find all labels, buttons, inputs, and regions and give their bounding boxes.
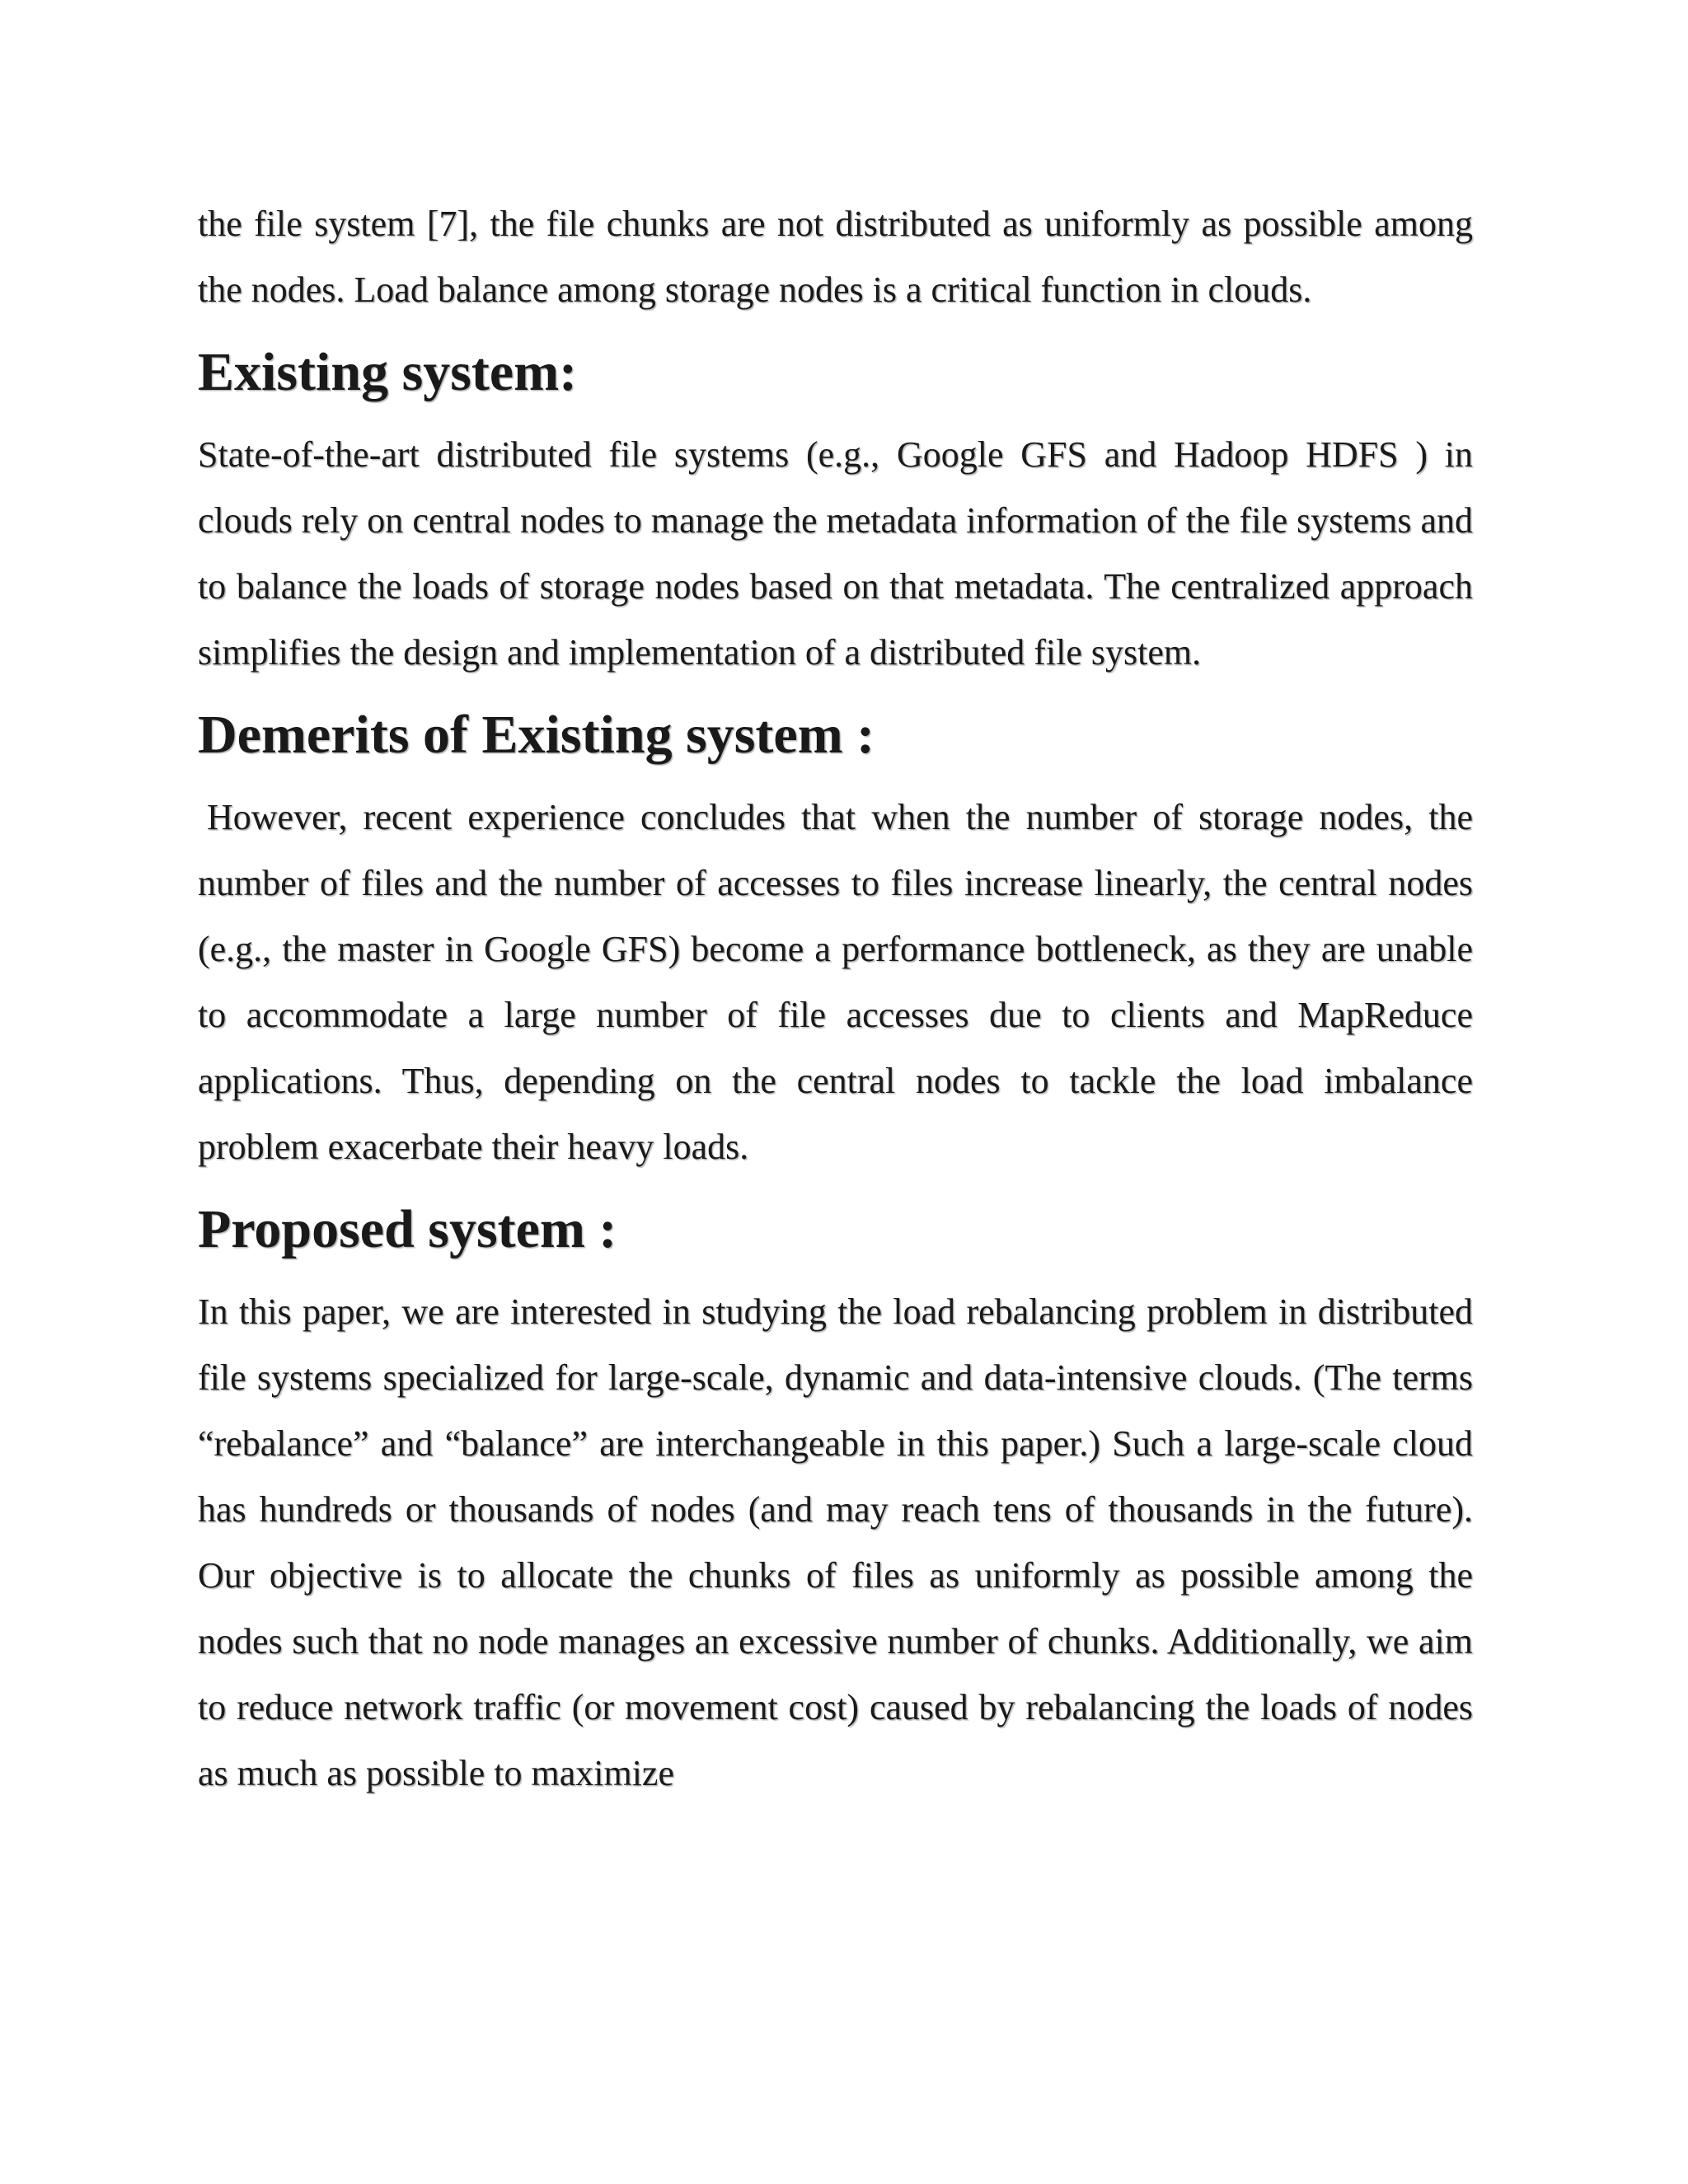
proposed-system-heading: Proposed system : xyxy=(198,1199,617,1259)
proposed-system-paragraph: In this paper, we are interested in studying the load rebalancing problem in distributed file systems specialized for large-scale, dynamic and data-intensive clouds. (The terms “rebalance” and “balance” are interchangeable in this paper.) Such a large-scale cloud has hundreds or thousands of nodes (and may reach tens of thousands in the future). Our objective is to allocate the chunks of files as uniformly as possible among the nodes such that no node manages an excessive number of chunks. Additionally, we aim to reduce network traffic (or movement cost) caused by rebalancing the loads of nodes as much as possible to maximize xyxy=(198,1291,1473,1793)
existing-system-paragraph: State-of-the-art distributed file systems (e.g., Google GFS and Hadoop HDFS ) in clouds rely on central nodes to manage the metadata information of the file systems and to balance the loads of storage nodes based on that metadata. The centralized approach simplifies the design and implementation of a distributed file system. xyxy=(198,434,1473,673)
demerits-paragraph: However, recent experience concludes that when the number of storage nodes, the number of files and the number of accesses to files increase linearly, the central nodes (e.g., the master in Google GFS) become a performance bottleneck, as they are unable to accommodate a large number of file accesses due to clients and MapReduce applications. Thus, depending on the central nodes to tackle the load imbalance problem exacerbate their heavy loads. xyxy=(198,797,1473,1167)
intro-paragraph: the file system [7], the file chunks are not distributed as uniformly as possible among the nodes. Load balance among storage nodes is a critical function in clouds. xyxy=(198,204,1473,310)
demerits-heading: Demerits of Existing system : xyxy=(198,705,875,765)
document-body xyxy=(198,191,1473,1807)
existing-system-heading: Existing system: xyxy=(198,342,578,402)
